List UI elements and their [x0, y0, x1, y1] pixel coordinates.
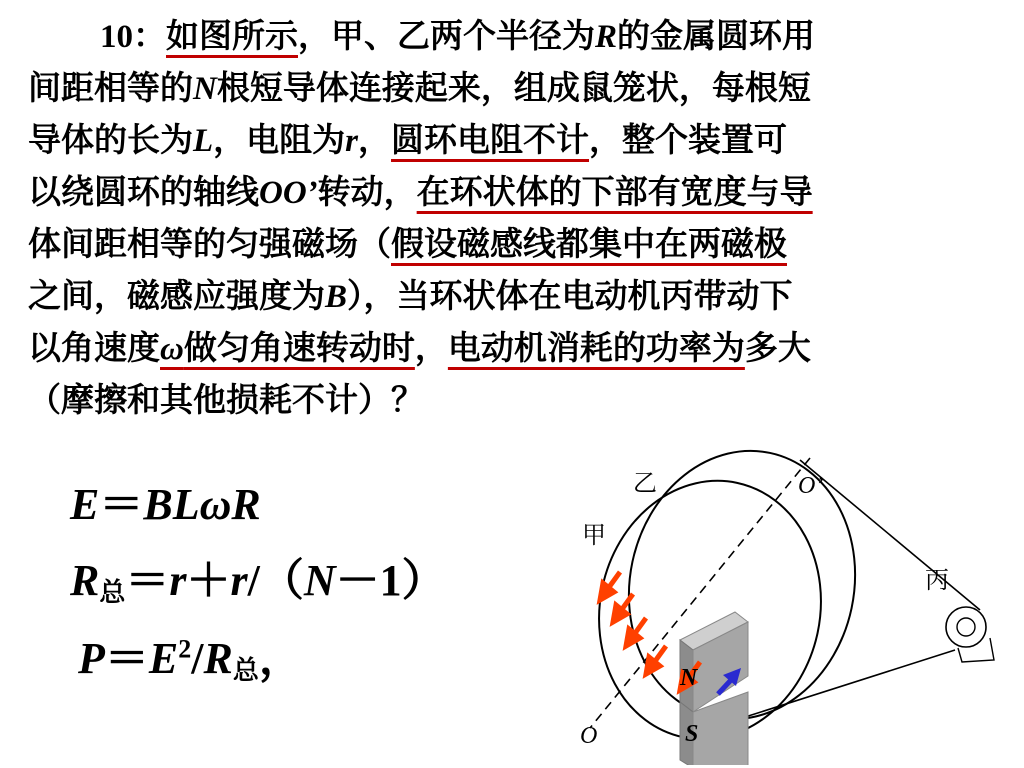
label-S-pole: S [685, 721, 699, 747]
text-span: 根短导体连接起来，组成鼠笼状，每根短 [216, 68, 811, 107]
underlined-phrase: 圆环电阻不计 [391, 120, 590, 159]
text-span: 导体的长为 [28, 120, 193, 159]
text-span: 以角速度 [28, 328, 160, 367]
label-jia: 甲 [582, 523, 606, 549]
formula-power: $P=E^2/R_总$， [78, 634, 303, 685]
underlined-phrase: 假设磁感线都集中在两磁极 [391, 224, 787, 263]
variable-r: r [345, 123, 359, 159]
underlined-phrase: 在环状体的下部有宽度与导 [416, 172, 813, 211]
variable-L: L [193, 123, 214, 159]
text-span: 之间，磁感应强度为 [28, 276, 325, 315]
label-O: O [580, 723, 598, 749]
formula-total-resistance: $R_总=r+r/(N-1)$ [70, 556, 446, 607]
problem-line-7 [28, 322, 998, 374]
variable-R: R [595, 19, 618, 55]
problem-line-3 [28, 114, 998, 166]
text-span: ，电阻为 [213, 120, 346, 159]
underlined-phrase [160, 328, 415, 367]
text-span: 以绕圆环的轴线 [28, 172, 259, 211]
text-span: 的金属圆环用 [617, 16, 816, 55]
variable-OO: OO’ [259, 175, 318, 211]
text-span: 转动， [317, 172, 417, 211]
motor-base [958, 638, 994, 662]
problem-line-2 [28, 62, 998, 114]
problem-line-6 [28, 270, 998, 322]
variable-N: N [193, 71, 217, 107]
label-bing: 丙 [925, 568, 949, 594]
underlined-phrase: 电动机消耗的功率为 [447, 328, 745, 367]
variable-B: B [325, 279, 348, 315]
cage-rotor-diagram [560, 445, 1005, 765]
text-span: ， [414, 328, 448, 367]
problem-line-4 [28, 166, 998, 218]
formula-emf: E＝BLωR [70, 480, 261, 529]
text-span: ，整个装置可 [589, 120, 788, 159]
problem-statement [28, 10, 998, 426]
text-span: 体间距相等的匀强磁场（ [28, 224, 391, 263]
text-span: 做匀角速转动时 [183, 328, 415, 367]
label-yi: 乙 [633, 471, 657, 497]
text-span: 间距相等的 [28, 68, 193, 107]
conductor-bars [640, 470, 850, 720]
problem-number: 10： [100, 19, 166, 55]
variable-omega: ω [160, 331, 184, 367]
problem-line-1 [28, 10, 998, 62]
problem-line-8 [28, 374, 998, 426]
belt-upper [800, 460, 980, 610]
text-span: ， [358, 120, 392, 159]
label-N-pole: N [680, 665, 698, 691]
underlined-phrase: 如图所示 [166, 16, 298, 55]
label-O-prime: O’ [798, 473, 824, 499]
text-span: ），当环状体在电动机丙带动下 [347, 276, 793, 315]
problem-line-5 [28, 218, 998, 270]
belt-lower [742, 650, 955, 718]
text-span: （摩擦和其他损耗不计）？ [28, 380, 424, 419]
text-span: ，甲、乙两个半径为 [298, 16, 595, 55]
motor-pulley [946, 607, 986, 647]
text-span: 多大 [744, 328, 811, 367]
